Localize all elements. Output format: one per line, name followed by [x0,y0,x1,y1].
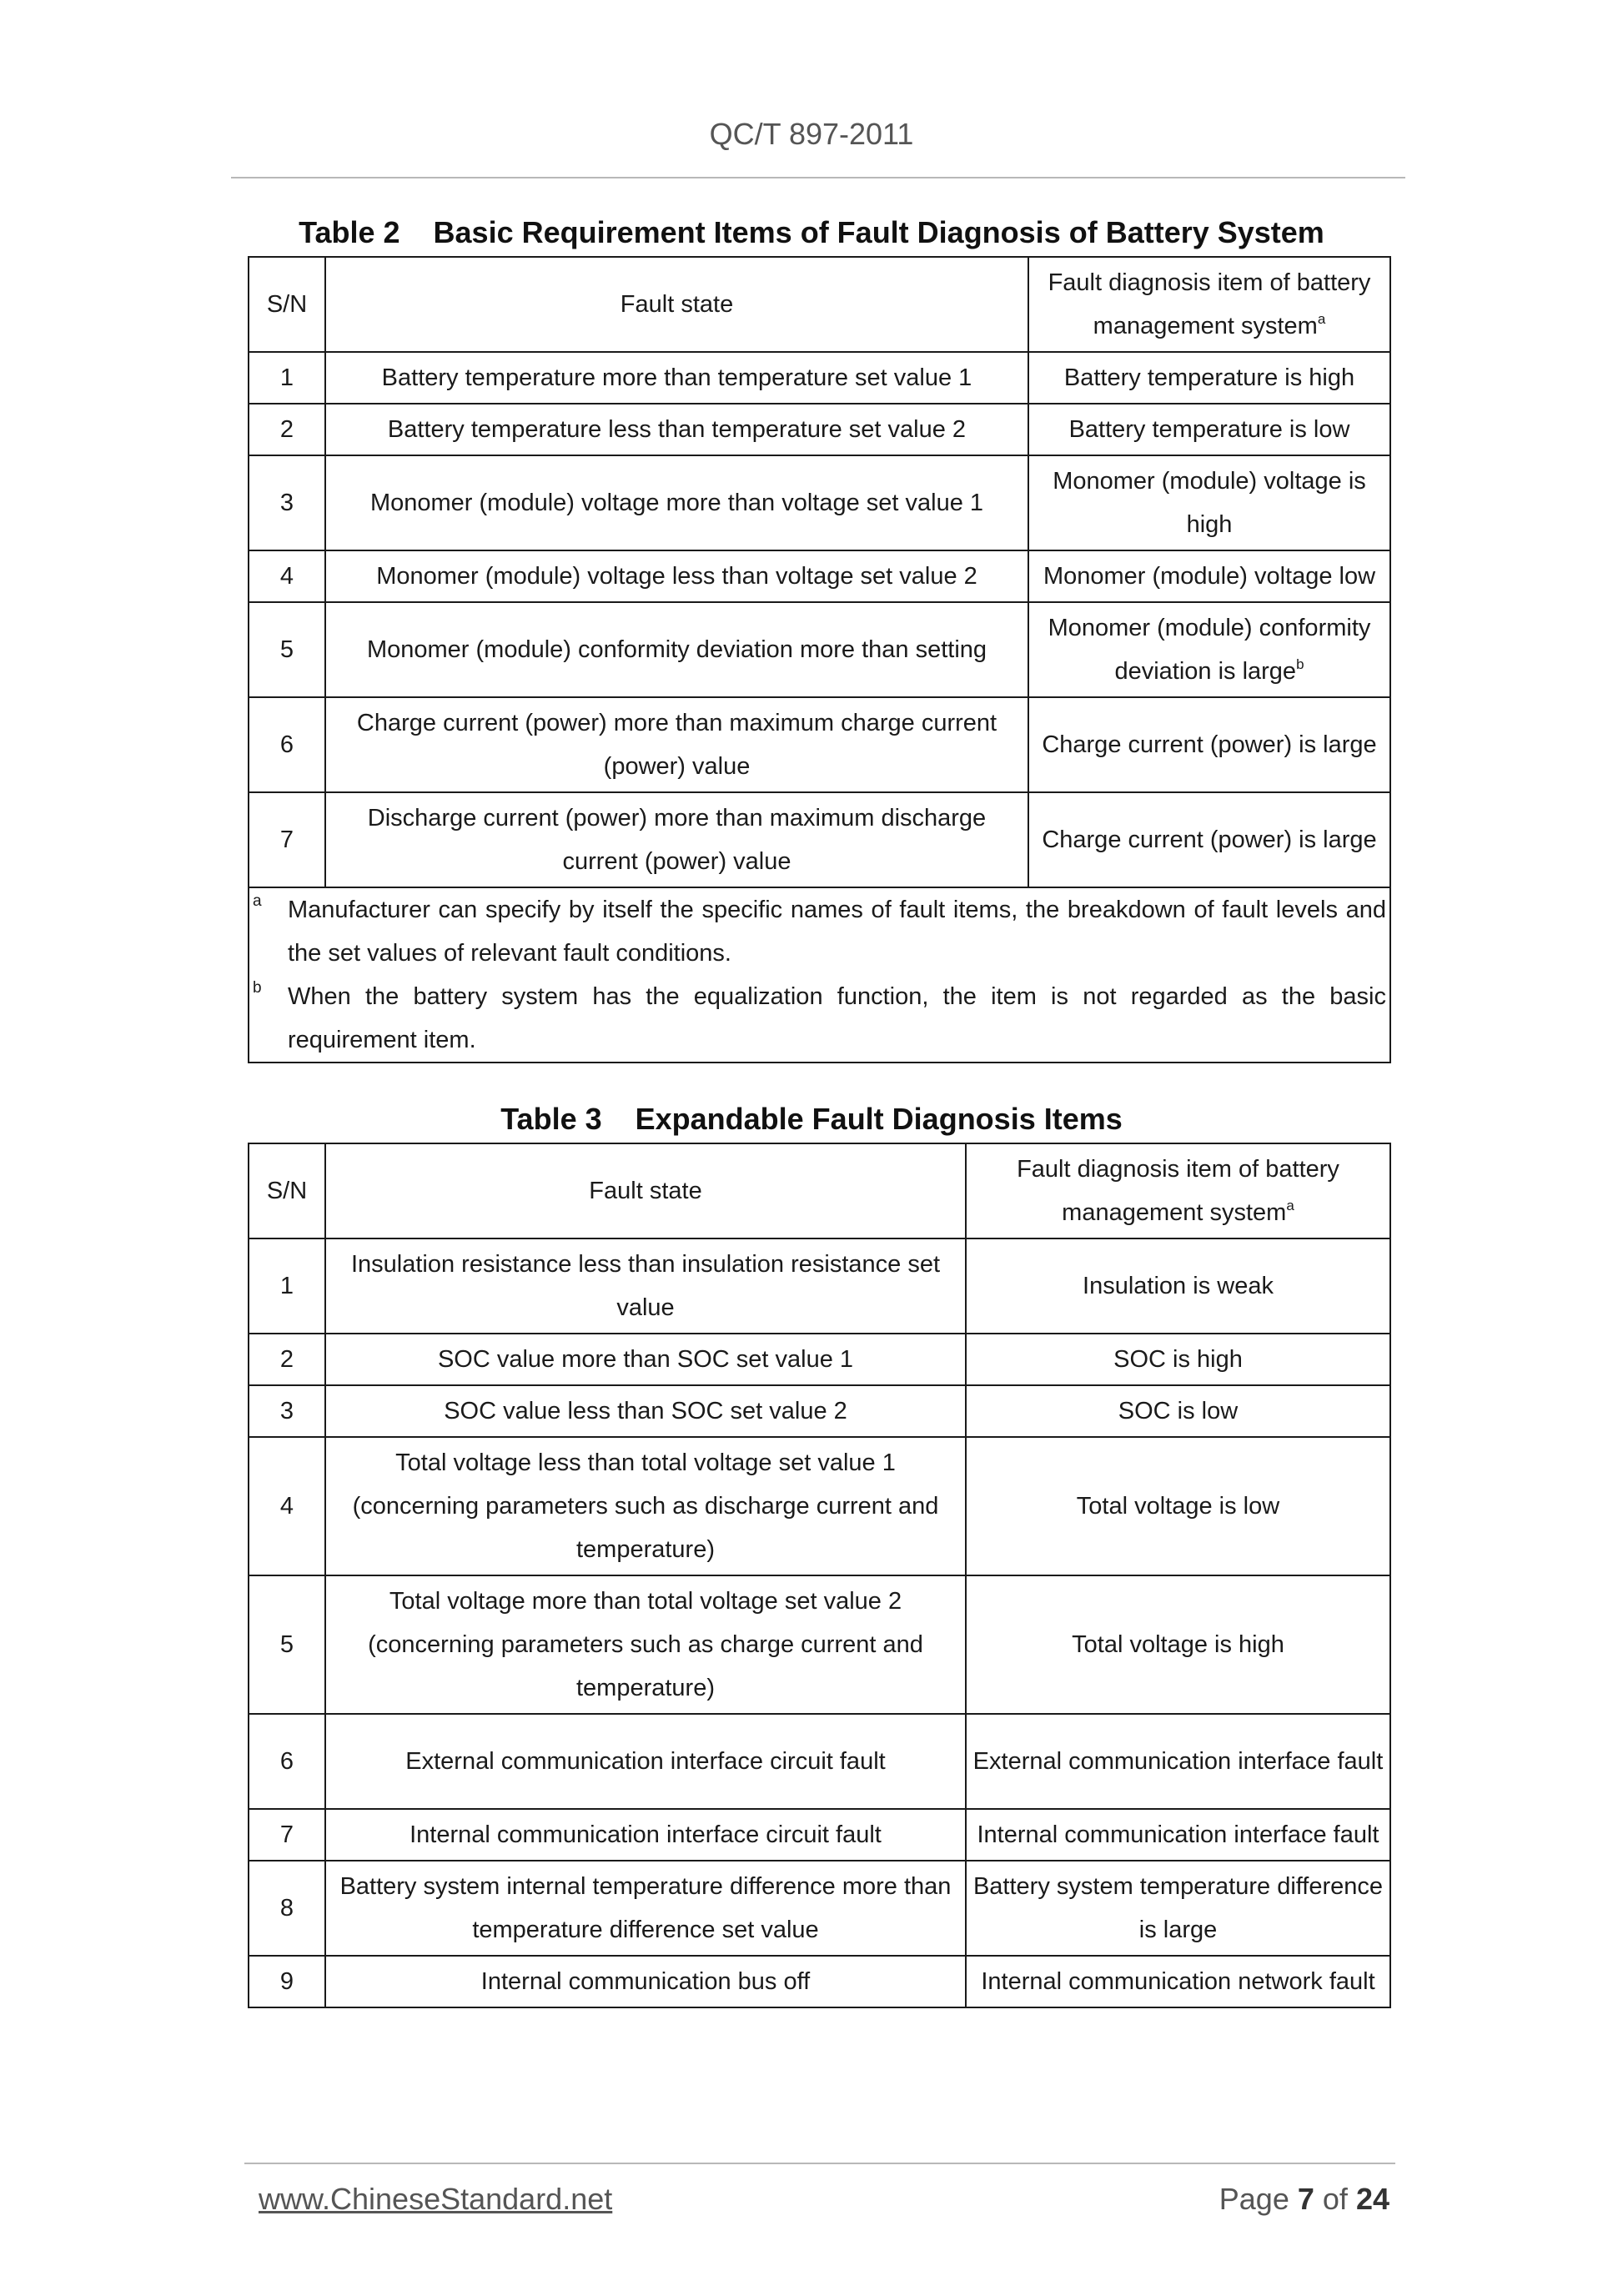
row-sn: 8 [249,1861,325,1956]
page-of: of [1322,2182,1348,2216]
table2-title: Table 2 Basic Requirement Items of Fault Diagnosis of Battery System [299,215,1324,249]
row-sn: 5 [249,602,325,697]
footer-divider [244,2163,1395,2164]
row-sn: 6 [249,1714,325,1809]
table-row [249,1956,1390,2007]
row-fault-state: External communication interface circuit fault [325,1714,966,1809]
table3-header-fault-state: Fault state [325,1143,966,1238]
row-fault-state: Total voltage less than total voltage set value 1 (concerning parameters such as discharge current and temperature) [325,1437,966,1575]
table-row [249,792,1390,887]
row-diagnosis-item: Monomer (module) voltage is high [1028,455,1390,550]
row-diagnosis-item: Battery system temperature difference is large [966,1861,1390,1956]
row-fault-state: Internal communication interface circuit fault [325,1809,966,1861]
row-fault-state: Charge current (power) more than maximum charge current (power) value [325,697,1028,792]
header-text: Fault diagnosis item of battery management system [1017,1156,1339,1226]
row-fault-state: SOC value more than SOC set value 1 [325,1334,966,1385]
row-diagnosis-item: Battery temperature is high [1028,352,1390,404]
table-row [249,1575,1390,1714]
row-sn: 2 [249,404,325,455]
row-diagnosis-item: Internal communication network fault [966,1956,1390,2007]
footnote-mark: a [1317,311,1326,327]
header-divider [231,177,1405,178]
table3-header-row [249,1143,1390,1238]
table2-note-a [249,888,1389,975]
header-text: Fault diagnosis item of battery management system [1048,269,1371,339]
table-row [249,352,1390,404]
table3-title: Table 3 Expandable Fault Diagnosis Items [500,1102,1123,1136]
table-row [249,1861,1390,1956]
row-diagnosis-item: Monomer (module) voltage low [1028,550,1390,602]
row-diagnosis-item: Total voltage is low [966,1437,1390,1575]
table-row [249,602,1390,697]
row-fault-state: Discharge current (power) more than maximum discharge current (power) value [325,792,1028,887]
table-row [249,1334,1390,1385]
footnote-mark: a [1286,1198,1294,1213]
row-diagnosis-item: Total voltage is high [966,1575,1390,1714]
row-sn: 6 [249,697,325,792]
row-diagnosis-item: External communication interface fault [966,1714,1390,1809]
row-fault-state: Insulation resistance less than insulation resistance set value [325,1238,966,1334]
row-sn: 5 [249,1575,325,1714]
row-fault-state: Total voltage more than total voltage set value 2 (concerning parameters such as charge current and temperature) [325,1575,966,1714]
row-diagnosis-item: SOC is low [966,1385,1390,1437]
footnote-mark: b [1296,656,1304,672]
table-row [249,550,1390,602]
table-row [249,697,1390,792]
row-diagnosis-item: SOC is high [966,1334,1390,1385]
row-sn: 9 [249,1956,325,2007]
row-fault-state: Battery system internal temperature difference more than temperature difference set value [325,1861,966,1956]
table2-notes [249,887,1390,1063]
row-fault-state: Monomer (module) voltage less than voltage set value 2 [325,550,1028,602]
row-sn: 2 [249,1334,325,1385]
row-sn: 7 [249,1809,325,1861]
table2-header-row [249,257,1390,352]
row-diagnosis-item: Internal communication interface fault [966,1809,1390,1861]
note-text: Manufacturer can specify by itself the specific names of fault items, the breakdown of fault levels and the set values of relevant fault conditions. [288,897,1386,967]
table3-header-sn: S/N [249,1143,325,1238]
table-row [249,1385,1390,1437]
note-text: When the battery system has the equalization function, the item is not regarded as the basic requirement item. [288,983,1386,1053]
table2-header-fault-state: Fault state [325,257,1028,352]
table2-header-sn: S/N [249,257,325,352]
table-row [249,1809,1390,1861]
table3-header-diagnosis-item [966,1143,1390,1238]
note-mark: b [253,979,262,997]
document-code-header: QC/T 897-2011 [709,117,914,151]
row-fault-state: Battery temperature less than temperature set value 2 [325,404,1028,455]
table2 [248,256,1391,1063]
row-fault-state: SOC value less than SOC set value 2 [325,1385,966,1437]
row-diagnosis-item: Charge current (power) is large [1028,697,1390,792]
table-row [249,1437,1390,1575]
page-current: 7 [1297,2182,1314,2216]
row-sn: 4 [249,1437,325,1575]
item-text: Monomer (module) conformity deviation is large [1048,615,1371,685]
row-fault-state: Monomer (module) voltage more than voltage set value 1 [325,455,1028,550]
table-row [249,455,1390,550]
row-fault-state: Monomer (module) conformity deviation more than setting [325,602,1028,697]
row-diagnosis-item: Charge current (power) is large [1028,792,1390,887]
website-link[interactable]: www.ChineseStandard.net [259,2182,613,2216]
table2-notes-row [249,887,1390,1063]
row-sn: 1 [249,1238,325,1334]
page-total: 24 [1355,2182,1389,2216]
row-diagnosis-item: Insulation is weak [966,1238,1390,1334]
table2-header-diagnosis-item [1028,257,1390,352]
row-sn: 1 [249,352,325,404]
page-prefix: Page [1219,2182,1289,2216]
row-diagnosis-item [1028,602,1390,697]
table-row [249,1238,1390,1334]
row-sn: 7 [249,792,325,887]
note-mark: a [253,892,262,910]
table2-note-b [249,975,1389,1062]
row-fault-state: Internal communication bus off [325,1956,966,2007]
row-fault-state: Battery temperature more than temperature set value 1 [325,352,1028,404]
table-row [249,404,1390,455]
row-sn: 4 [249,550,325,602]
table-row [249,1714,1390,1809]
row-sn: 3 [249,455,325,550]
table3 [248,1143,1391,2008]
row-sn: 3 [249,1385,325,1437]
page-number [1219,2182,1389,2217]
row-diagnosis-item: Battery temperature is low [1028,404,1390,455]
